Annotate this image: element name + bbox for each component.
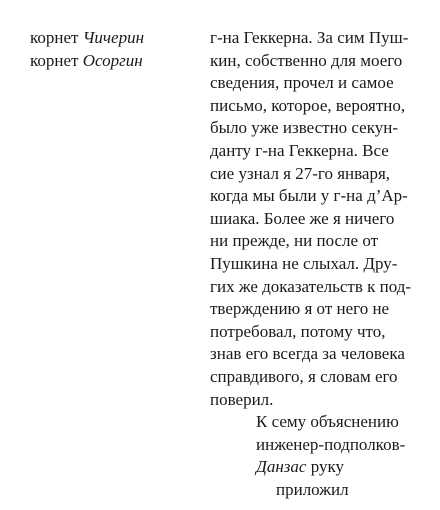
testimony-line: справдивого, я словам его [210,366,398,386]
testimony-line: данту г-на Геккерна. Все [210,140,389,160]
testimony-line: Пушкина не слыхал. Дру- [210,253,398,273]
attestation-line: К сему объяснению [256,412,399,432]
testimony-line: гих же доказательств к под- [210,276,412,296]
testimony-line: письмо, которое, вероятно, [210,95,406,115]
testimony-line: ни прежде, ни после от [210,231,379,251]
attestation-block [210,411,435,501]
testimony-line: кин, собственно для моего [210,50,403,70]
signatory-rank: корнет [30,28,79,47]
attestation-text: руку [306,457,344,477]
testimony-line: шиака. Более же я ничего [210,208,395,228]
signatory-rank: корнет [30,50,79,70]
attestation-line: инженер-подполков- [256,434,406,454]
signatory-name: Осоргин [82,50,143,70]
signatory-osorgin [30,50,200,73]
testimony-column [210,27,435,501]
testimony-line: поверил. [210,389,274,409]
testimony-line: г-на Геккерна. За сим Пуш- [210,28,409,47]
testimony-line: сие узнал я 27-го января, [210,163,391,183]
attestation-line: приложил [276,479,349,499]
attestation-line [210,456,435,479]
testimony-line: знав его всегда за человека [210,344,405,364]
testimony-line: сведения, прочел и самое [210,73,394,93]
testimony-line: когда мы были у г-на д’Ар- [210,186,408,206]
testimony-line: было уже известно секун- [210,118,399,138]
signatory-name: Чичерин [82,28,145,47]
testimony-line: тверждению я от него не [210,299,390,319]
signatories-column [30,27,200,72]
signatory-chicherin [30,27,200,50]
testimony-line: потребовал, потому что, [210,321,386,341]
attestor-name: Данзас [256,457,307,477]
